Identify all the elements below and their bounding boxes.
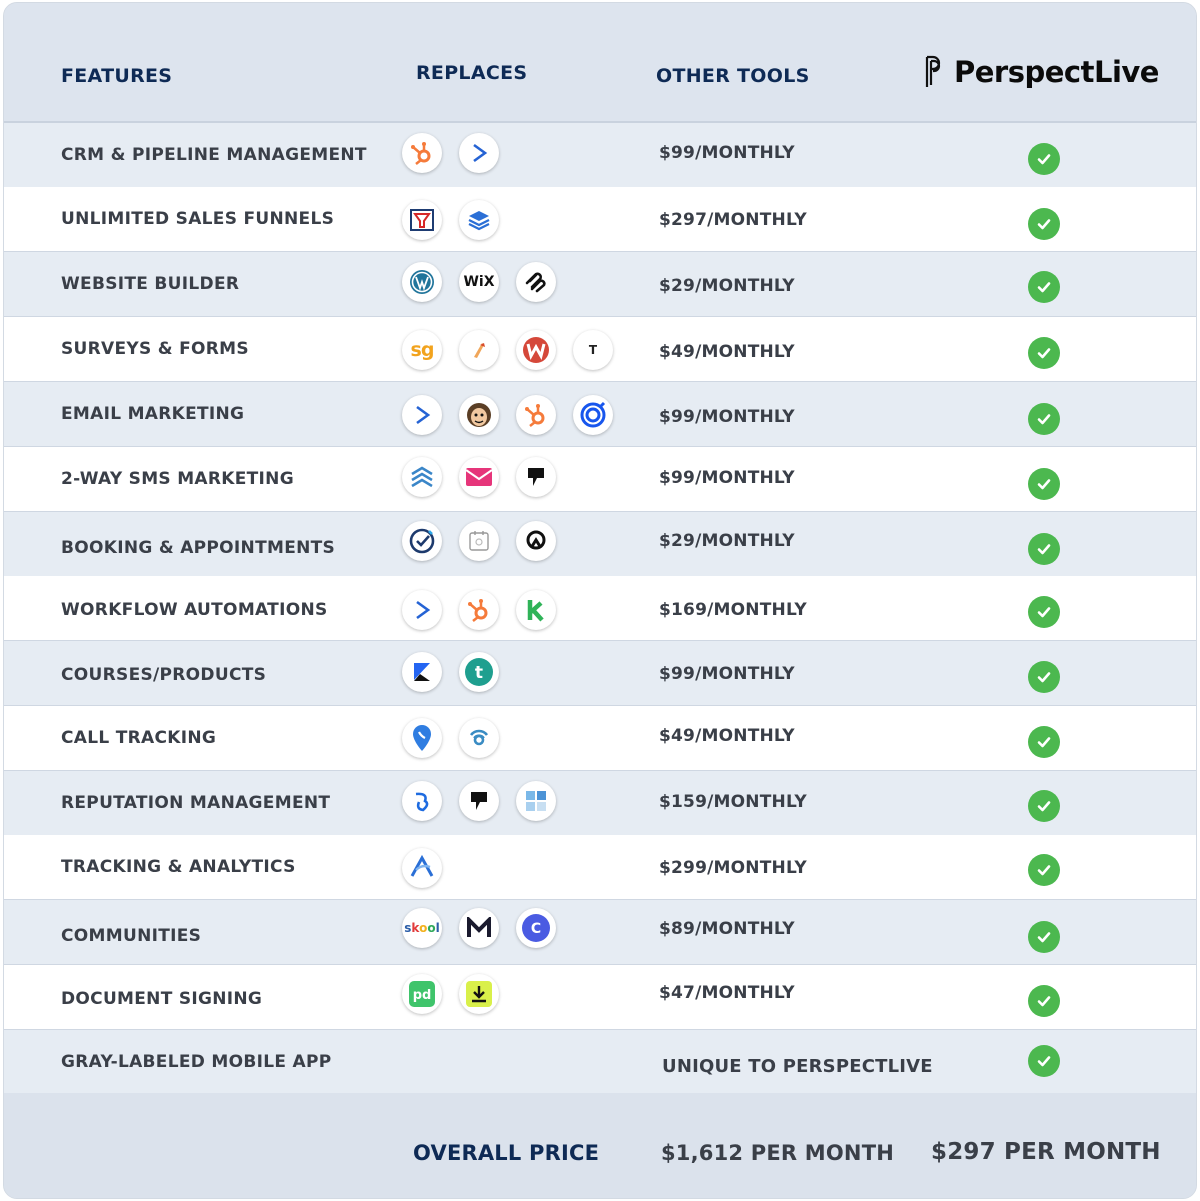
wave-icon	[402, 457, 442, 497]
wufoo-icon	[516, 330, 556, 370]
envelope-icon	[459, 457, 499, 497]
replaced-tools	[402, 974, 499, 1014]
table-header	[4, 3, 1196, 123]
other-tools-price: UNIQUE TO PERSPECTLIVE	[662, 1056, 933, 1077]
comparison-table	[3, 2, 1197, 1199]
keap-icon	[516, 590, 556, 630]
other-tools-price: $29/MONTHLY	[659, 531, 795, 551]
replaced-tools	[402, 781, 556, 821]
other-tools-price: $47/MONTHLY	[659, 983, 795, 1003]
birdeye-icon	[402, 781, 442, 821]
feature-name: WORKFLOW AUTOMATIONS	[61, 600, 328, 620]
check-icon	[1028, 726, 1060, 758]
callrail-icon	[459, 718, 499, 758]
typeform-icon: T	[573, 330, 613, 370]
puzzle-icon	[516, 781, 556, 821]
mailchimp-icon	[459, 395, 499, 435]
other-tools-price: $49/MONTHLY	[659, 726, 795, 746]
replaces-heading: REPLACES	[416, 62, 528, 84]
acuity-icon	[516, 521, 556, 561]
teachable-icon	[459, 652, 499, 692]
table-row	[4, 123, 1196, 188]
other-tools-price: $99/MONTHLY	[659, 407, 795, 427]
check-icon	[1028, 208, 1060, 240]
clickfunnels-icon	[402, 200, 442, 240]
wordpress-icon	[402, 262, 442, 302]
replaced-tools	[402, 718, 499, 758]
table-row	[4, 317, 1196, 382]
wix-icon: WiX	[459, 262, 499, 302]
other-tools-price: $169/MONTHLY	[659, 600, 807, 620]
location-pin-icon	[402, 718, 442, 758]
replaced-tools	[402, 200, 499, 240]
check-icon	[1028, 468, 1060, 500]
other-tools-price: $49/MONTHLY	[659, 342, 795, 362]
kajabi-icon	[402, 652, 442, 692]
feature-name: CALL TRACKING	[61, 728, 217, 748]
table-row	[4, 512, 1196, 577]
replaced-tools	[402, 457, 556, 497]
check-icon	[1028, 790, 1060, 822]
feature-name: COMMUNITIES	[61, 926, 202, 946]
table-row	[4, 900, 1196, 965]
feature-name: WEBSITE BUILDER	[61, 274, 240, 294]
other-tools-price: $99/MONTHLY	[659, 664, 795, 684]
other-tools-price: $297/MONTHLY	[659, 210, 807, 230]
feature-name: TRACKING & ANALYTICS	[61, 857, 296, 877]
feature-name: BOOKING & APPOINTMENTS	[61, 538, 336, 558]
calendar-icon	[459, 521, 499, 561]
check-icon	[1028, 271, 1060, 303]
table-row	[4, 447, 1196, 512]
replaced-tools	[402, 262, 556, 302]
download-icon	[459, 974, 499, 1014]
other-tools-price: $99/MONTHLY	[659, 468, 795, 488]
brand-name: PerspectLive	[954, 55, 1159, 89]
table-footer	[4, 1093, 1196, 1199]
replaced-tools	[402, 908, 556, 948]
check-icon	[1028, 403, 1060, 435]
table-row	[4, 382, 1196, 447]
other-tools-price: $99/MONTHLY	[659, 143, 795, 163]
feature-name: REPUTATION MANAGEMENT	[61, 793, 331, 813]
replaced-tools	[402, 521, 556, 561]
podium-icon	[516, 457, 556, 497]
layers-icon	[459, 200, 499, 240]
activecampaign-icon	[459, 133, 499, 173]
feature-name: UNLIMITED SALES FUNNELS	[61, 209, 335, 229]
check-icon	[1028, 1045, 1060, 1077]
surveygizmo-icon: sg	[402, 330, 442, 370]
feature-name: GRAY-LABELED MOBILE APP	[61, 1052, 332, 1072]
hubspot-icon	[402, 133, 442, 173]
replaced-tools	[402, 395, 613, 435]
hubspot-icon	[459, 590, 499, 630]
calendly-icon	[402, 521, 442, 561]
perspectlive-total: $297 PER MONTH	[931, 1139, 1161, 1165]
perspectlive-logo-icon	[924, 55, 946, 89]
replaced-tools	[402, 848, 442, 888]
other-tools-price: $299/MONTHLY	[659, 858, 807, 878]
feature-name: 2-WAY SMS MARKETING	[61, 469, 294, 489]
overall-price-label: OVERALL PRICE	[413, 1141, 600, 1165]
constant-contact-icon	[573, 395, 613, 435]
activecampaign-icon	[402, 590, 442, 630]
svg-text:t: t	[474, 663, 484, 683]
hubspot-icon	[516, 395, 556, 435]
table-row	[4, 187, 1196, 252]
check-icon	[1028, 337, 1060, 369]
analytics-icon	[402, 848, 442, 888]
table-row	[4, 1030, 1196, 1095]
check-icon	[1028, 596, 1060, 628]
table-row	[4, 965, 1196, 1030]
mighty-icon	[459, 908, 499, 948]
replaced-tools	[402, 330, 613, 370]
activecampaign-icon	[402, 395, 442, 435]
check-icon	[1028, 985, 1060, 1017]
other-tools-price: $159/MONTHLY	[659, 792, 807, 812]
check-icon	[1028, 854, 1060, 886]
features-heading: FEATURES	[61, 65, 173, 87]
feature-name: DOCUMENT SIGNING	[61, 989, 263, 1009]
feature-name: COURSES/PRODUCTS	[61, 665, 267, 685]
feature-name: CRM & PIPELINE MANAGEMENT	[61, 145, 367, 165]
svg-text:pd: pd	[412, 988, 432, 1003]
check-icon	[1028, 533, 1060, 565]
feature-name: EMAIL MARKETING	[61, 404, 245, 424]
svg-text:C: C	[530, 921, 542, 937]
other-tools-price: $29/MONTHLY	[659, 276, 795, 296]
pandadoc-icon	[402, 974, 442, 1014]
replaced-tools	[402, 590, 556, 630]
replaced-tools	[402, 133, 499, 173]
table-row	[4, 641, 1196, 706]
check-icon	[1028, 921, 1060, 953]
other-tools-price: $89/MONTHLY	[659, 919, 795, 939]
table-row	[4, 835, 1196, 900]
feature-name: SURVEYS & FORMS	[61, 339, 249, 359]
brand-logo	[924, 55, 1159, 89]
circle-icon	[516, 908, 556, 948]
other-tools-total: $1,612 PER MONTH	[661, 1141, 894, 1165]
podium-icon	[459, 781, 499, 821]
table-row	[4, 706, 1196, 771]
check-icon	[1028, 661, 1060, 693]
replaced-tools	[402, 652, 499, 692]
table-row	[4, 576, 1196, 641]
skool-icon: skool	[402, 908, 442, 948]
table-row	[4, 252, 1196, 317]
check-icon	[1028, 143, 1060, 175]
squarespace-icon	[516, 262, 556, 302]
table-row	[4, 771, 1196, 836]
jotform-icon	[459, 330, 499, 370]
other-tools-heading: OTHER TOOLS	[656, 65, 810, 87]
